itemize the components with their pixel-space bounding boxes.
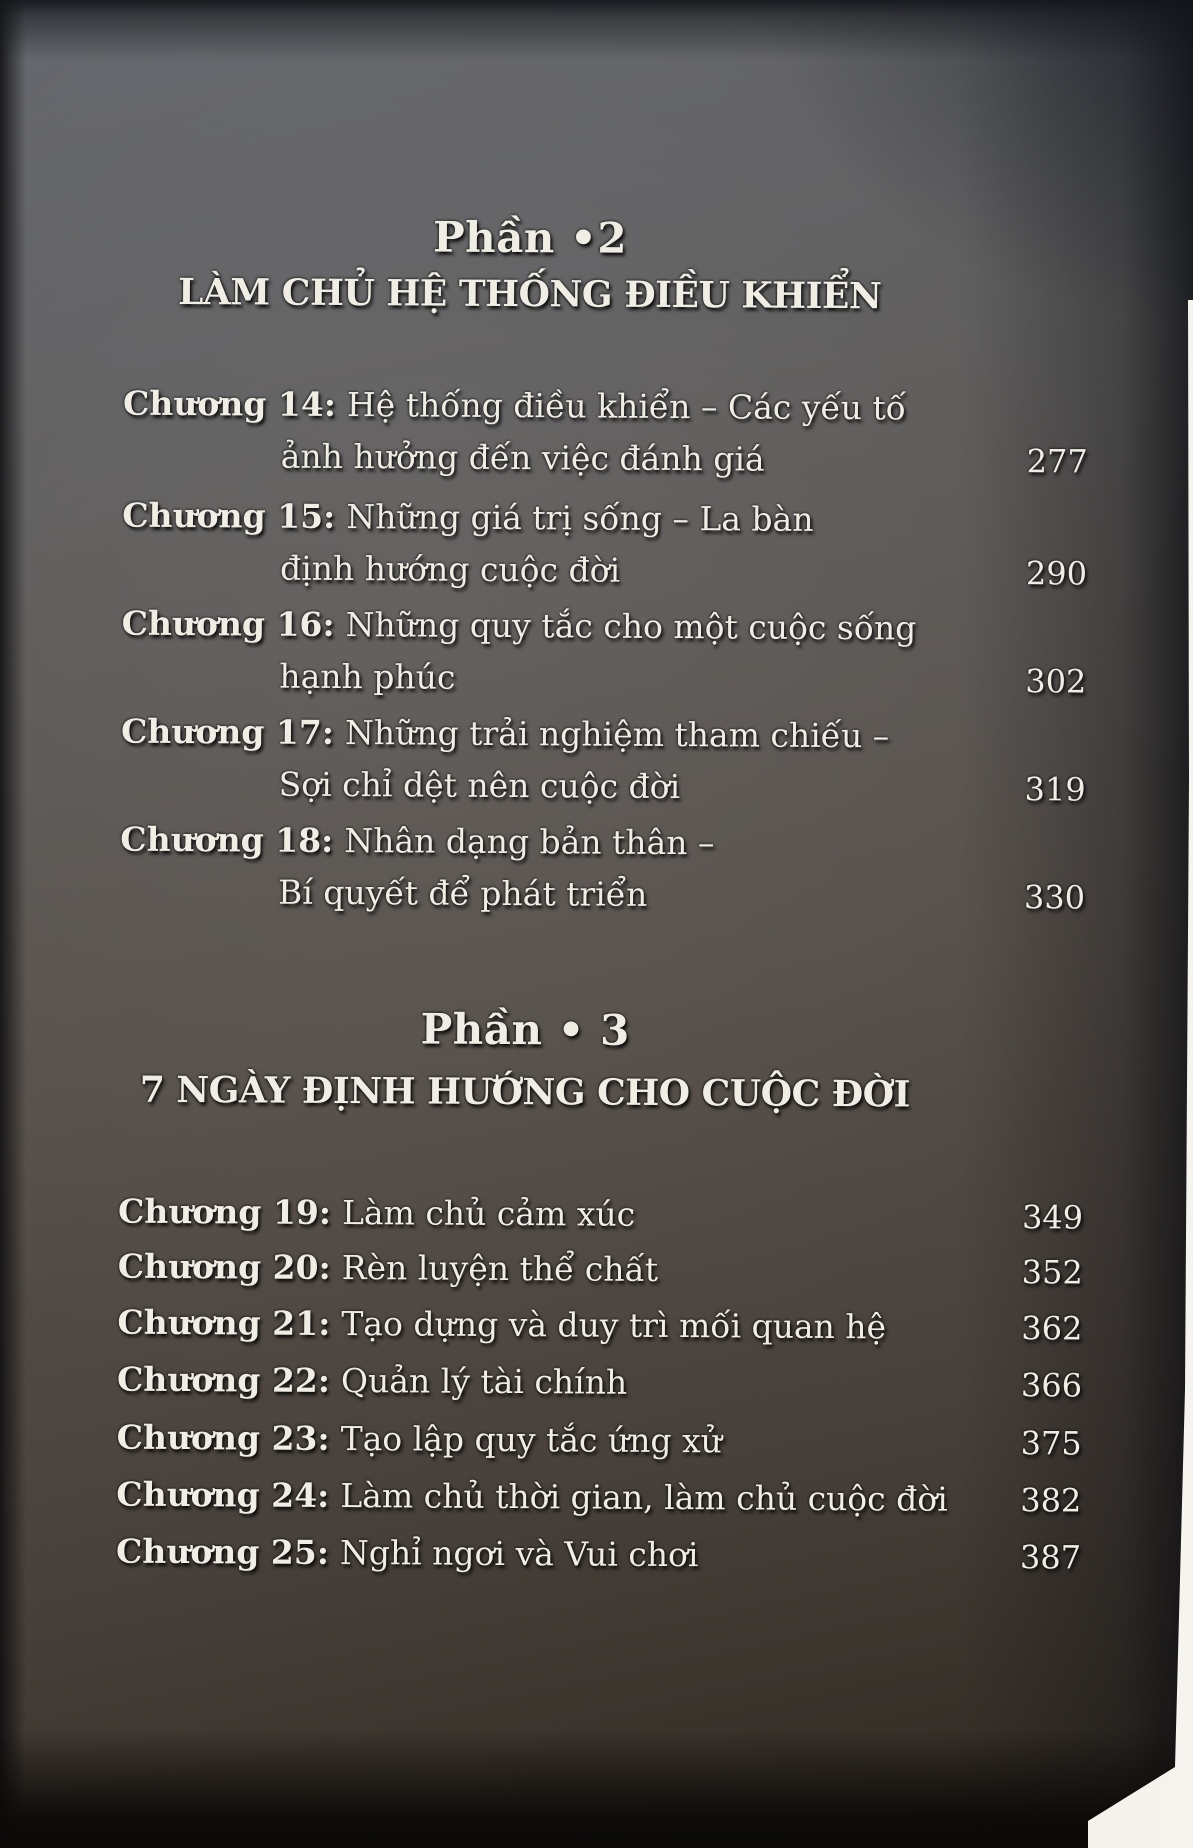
chapter-label: Chương 19: [117, 1191, 332, 1232]
chapter-page-number: 277 [1026, 442, 1088, 481]
chapter-page-number: 375 [1020, 1424, 1082, 1463]
part-3-title: 7 NGÀY ĐỊNH HƯỚNG CHO CUỘC ĐỜI [139, 1068, 911, 1116]
chapter-label: Chương 24: [116, 1474, 330, 1515]
chapter-page-number: 290 [1025, 554, 1088, 593]
table-of-contents [114, 0, 1090, 1848]
part-3-heading: Phần • 3 [420, 1004, 630, 1055]
chapter-page-number: 382 [1020, 1481, 1082, 1520]
chapter-page-number: 319 [1024, 770, 1086, 809]
toc-entry-chapter-18 [120, 814, 1086, 924]
chapter-title-line2: định hướng cuộc đời [279, 548, 621, 590]
chapter-label: Chương 18: [120, 819, 334, 860]
chapter-title: Tạo dựng và duy trì mối quan hệ [341, 1303, 887, 1347]
chapter-label: Chương 15: [122, 495, 336, 536]
chapter-label: Chương 22: [116, 1359, 331, 1400]
chapter-page-number: 302 [1025, 662, 1087, 701]
toc-entry-chapter-15 [122, 490, 1088, 600]
chapter-page-number: 330 [1023, 878, 1086, 917]
chapter-page-number: 387 [1019, 1538, 1082, 1577]
toc-entry-chapter-16 [121, 598, 1087, 708]
chapter-label: Chương 23: [116, 1417, 330, 1458]
chapter-title: Hệ thống điều khiển – Các yếu tố [346, 385, 907, 428]
toc-entry-chapter-14 [123, 378, 1089, 488]
chapter-label: Chương 16: [121, 603, 335, 644]
chapter-title-line2: Bí quyết để phát triển [277, 872, 648, 914]
chapter-page-number: 352 [1021, 1253, 1083, 1292]
chapter-label: Chương 17: [120, 711, 335, 752]
chapter-label: Chương 25: [115, 1531, 330, 1572]
chapter-page-number: 366 [1020, 1366, 1083, 1405]
chapter-label: Chương 21: [117, 1302, 331, 1343]
chapter-title: Những trải nghiệm tham chiếu – [344, 713, 890, 756]
chapter-title-line2: ảnh hưởng đến việc đánh giá [280, 436, 765, 479]
chapter-title: Quản lý tài chính [340, 1360, 628, 1402]
chapter-title-line2: hạnh phúc [279, 656, 456, 697]
chapter-title-line2: Sợi chỉ dệt nên cuộc đời [278, 764, 681, 807]
part-2-heading: Phần •2 [432, 212, 628, 263]
chapter-label: Chương 20: [117, 1246, 331, 1287]
chapter-title: Rèn luyện thể chất [341, 1248, 659, 1289]
chapter-page-number: 349 [1021, 1198, 1084, 1237]
chapter-page-number: 362 [1021, 1309, 1083, 1348]
chapter-title: Những quy tắc cho một cuộc sống [345, 605, 917, 648]
chapter-title: Làm chủ cảm xúc [341, 1193, 636, 1234]
part-2-title: LÀM CHỦ HỆ THỐNG ĐIỀU KHIỂN [177, 270, 882, 318]
toc-entry-chapter-25 [116, 1526, 1082, 1636]
chapter-title: Những giá trị sống – La bàn [346, 497, 814, 539]
chapter-title: Nghỉ ngơi và Vui chơi [339, 1532, 699, 1575]
chapter-title: Tạo lập quy tắc ứng xử [340, 1418, 723, 1461]
chapter-title: Nhân dạng bản thân – [344, 821, 715, 863]
chapter-title: Làm chủ thời gian, làm chủ cuộc đời [340, 1475, 948, 1519]
chapter-label: Chương 14: [122, 383, 337, 424]
toc-entry-chapter-17 [121, 706, 1087, 816]
